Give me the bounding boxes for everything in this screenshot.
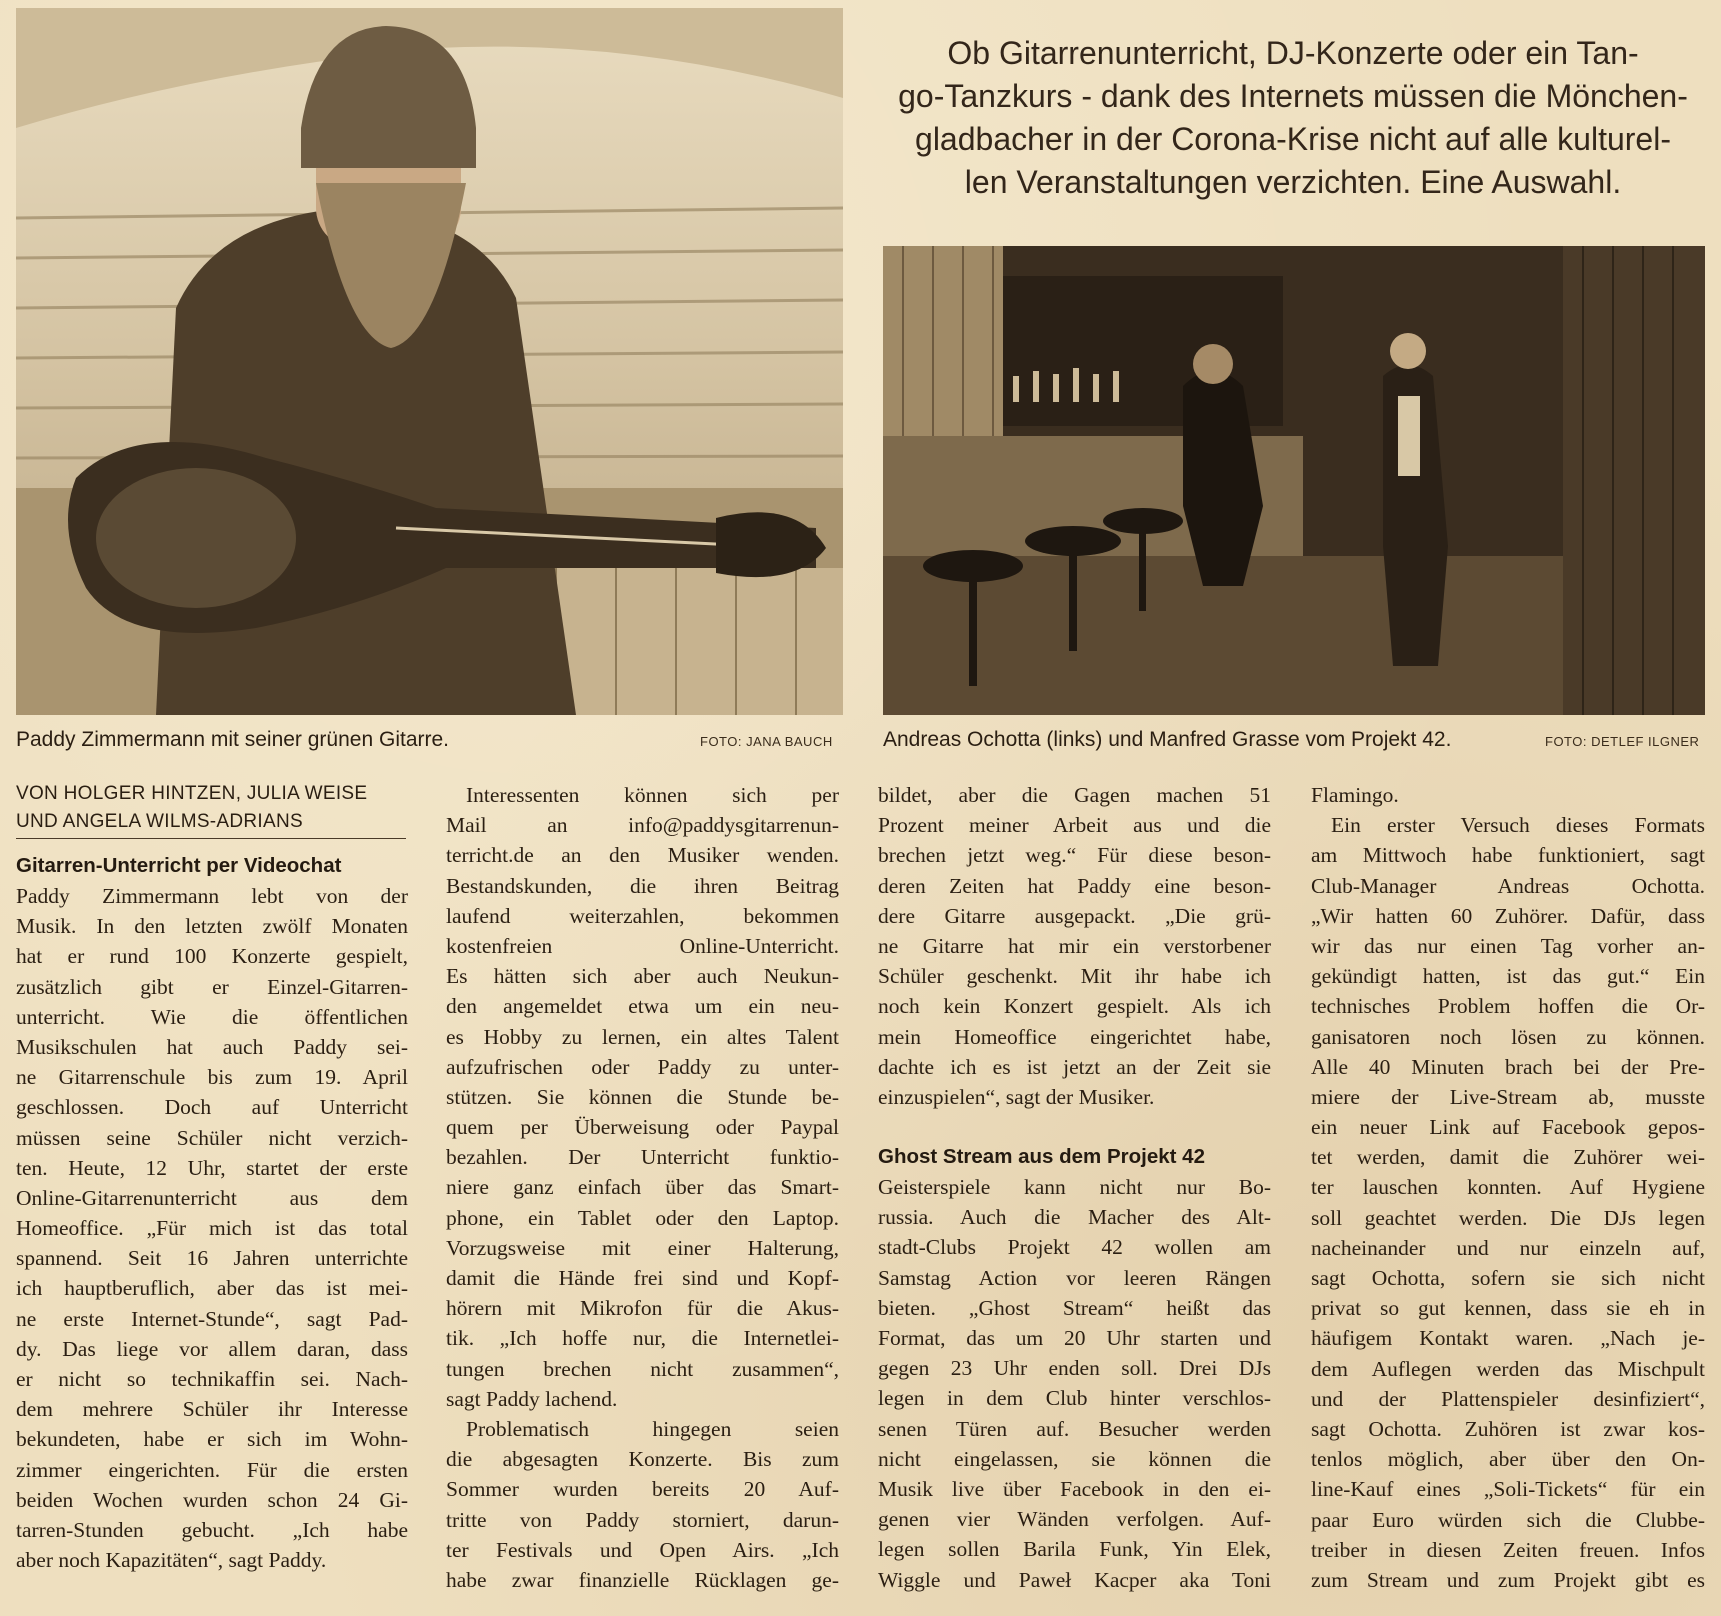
text-line: ich hauptberuflich, aber das ist mei- <box>16 1276 408 1301</box>
text-line: Ein erster Versuch dieses Formats <box>1331 813 1705 838</box>
intro-line: go-Tanzkurs - dank des Internets müssen die Mönchen- <box>898 78 1688 114</box>
text-line: Online-Gitarrenunterricht aus dem <box>16 1185 408 1210</box>
article-column-1 <box>16 780 408 1575</box>
text-line: Bestandskunden, die ihren Beitrag <box>446 873 839 898</box>
text-line: Wiggle und Paweł Kacper aka Toni <box>878 1567 1271 1592</box>
text-line: Club-Manager Andreas Ochotta. <box>1311 873 1705 898</box>
text-line: Format, das um 20 Uhr starten und <box>878 1326 1271 1350</box>
text-line: line-Kauf eines „Soli-Tickets“ für ein <box>1311 1477 1705 1502</box>
photo-club-bar-image <box>883 246 1705 715</box>
text-line: stadt-Clubs Projekt 42 wollen am <box>878 1235 1271 1260</box>
text-line: tungen brechen nicht zusammen“, <box>446 1356 839 1381</box>
text-line: stützen. Sie können die Stunde be- <box>446 1084 839 1109</box>
text-line: ne Gitarrenschule bis zum 19. April <box>16 1065 408 1090</box>
text-line: aber noch Kapazitäten“, sagt Paddy. <box>16 1548 327 1573</box>
text-line: unterricht. Wie die öffentlichen <box>16 1004 408 1029</box>
section-heading: Gitarren-Unterricht per Videochat <box>16 854 342 877</box>
intro-lead-text <box>888 32 1698 204</box>
text-line: dachte ich es ist jetzt an der Zeit sie <box>878 1054 1271 1079</box>
text-line: legen sollen Barila Funk, Yin Elek, <box>878 1537 1271 1562</box>
paragraph <box>16 881 408 1575</box>
intro-line: gladbacher in der Corona-Krise nicht auf alle kulturel- <box>915 121 1671 157</box>
text-line: dem mehrere Schüler ihr Interesse <box>16 1397 408 1422</box>
text-line: Schüler geschenkt. Mit ihr habe ich <box>878 964 1271 989</box>
byline-divider <box>16 838 406 839</box>
intro-line: Ob Gitarrenunterricht, DJ-Konzerte oder ein Tan- <box>947 35 1639 71</box>
text-line: nicht eingelassen, sie können die <box>878 1446 1271 1471</box>
text-line: zum Stream und zum Projekt gibt es <box>1311 1567 1705 1592</box>
byline-line: VON HOLGER HINTZEN, JULIA WEISE <box>16 783 368 804</box>
text-line: bieten. „Ghost Stream“ heißt das <box>878 1295 1271 1320</box>
text-line: dy. Das liege vor allem daran, dass <box>16 1336 408 1361</box>
text-line: einzuspielen“, sagt der Musiker. <box>878 1084 1155 1109</box>
text-line: Samstag Action vor leeren Rängen <box>878 1265 1271 1290</box>
text-line: technisches Problem hoffen die Or- <box>1311 994 1705 1019</box>
photo-club-bar <box>883 246 1705 715</box>
photo-guitarist <box>16 8 843 715</box>
text-line: und der Plattenspieler desinfiziert“, <box>1311 1386 1705 1411</box>
text-line: Flamingo. <box>1311 783 1399 807</box>
text-line: zimmer eingerichten. Für die ersten <box>16 1457 408 1482</box>
text-line: Es hätten sich aber auch Neukun- <box>446 964 839 989</box>
text-line: gekündigt hatten, ist das gut.“ Ein <box>1311 964 1705 989</box>
paragraph <box>446 780 839 1414</box>
text-line: am Mittwoch habe funktioniert, sagt <box>1311 843 1705 868</box>
text-line: dere Gitarre ausgepackt. „Die grü- <box>878 903 1271 928</box>
text-line: laufend weiterzahlen, bekommen <box>446 903 839 928</box>
text-line: hat er rund 100 Konzerte gespielt, <box>16 944 408 969</box>
text-line: tenlos möglich, aber über den On- <box>1311 1447 1705 1472</box>
photo-guitarist-image <box>16 8 843 715</box>
photo-credit: FOTO: DETLEF ILGNER <box>1545 734 1700 749</box>
text-line: quem per Überweisung oder Paypal <box>446 1115 839 1140</box>
text-line: häufigem Kontakt waren. „Nach je- <box>1311 1326 1705 1351</box>
section-heading: Ghost Stream aus dem Projekt 42 <box>878 1145 1205 1169</box>
text-line: bildet, aber die Gagen machen 51 <box>878 783 1271 807</box>
text-line: privat so gut kennen, dass sie eh in <box>1311 1296 1705 1321</box>
text-line: niere ganz einfach über das Smart- <box>446 1175 839 1200</box>
text-line: Musik live über Facebook in den ei- <box>878 1476 1271 1501</box>
text-line: ter Festivals und Open Airs. „Ich <box>446 1537 839 1562</box>
text-line: Interessenten können sich per <box>466 783 839 807</box>
text-line: tet werden, damit die Zuhörer wei- <box>1311 1145 1705 1170</box>
text-line: spannend. Seit 16 Jahren unterrichte <box>16 1246 408 1271</box>
text-line: „Wir hatten 60 Zuhörer. Dafür, dass <box>1311 903 1705 928</box>
text-line: genen vier Wänden verfolgen. Auf- <box>878 1507 1271 1532</box>
text-line: miere der Live-Stream ab, musste <box>1311 1084 1705 1109</box>
byline <box>16 780 408 836</box>
photo-credit: FOTO: JANA BAUCH <box>700 734 833 749</box>
photo-caption: Paddy Zimmermann mit seiner grünen Gitarre. <box>16 728 449 751</box>
article-column-3 <box>878 780 1271 1595</box>
text-line: müssen seine Schüler nicht verzich- <box>16 1125 408 1150</box>
text-line: den angemeldet etwa um ein neu- <box>446 994 839 1019</box>
text-line: zusätzlich gibt er Einzel-Gitarren- <box>16 974 408 999</box>
text-line: Alle 40 Minuten brach bei der Pre- <box>1311 1054 1705 1079</box>
text-line: Mail an info@paddysgitarrenun- <box>446 813 839 838</box>
text-line: Geisterspiele kann nicht nur Bo- <box>878 1175 1271 1200</box>
intro-line: len Veranstaltungen verzichten. Eine Auswahl. <box>964 164 1622 200</box>
text-line: ten. Heute, 12 Uhr, startet der erste <box>16 1155 408 1180</box>
text-line: dem Auflegen werden das Mischpult <box>1311 1356 1705 1381</box>
text-line: nacheinander und nur einzeln auf, <box>1311 1235 1705 1260</box>
text-line: ein neuer Link auf Facebook gepos- <box>1311 1115 1705 1140</box>
text-line: habe zwar finanzielle Rücklagen ge- <box>446 1567 839 1592</box>
text-line: tarren-Stunden gebucht. „Ich habe <box>16 1517 408 1542</box>
text-line: ter lauschen konnten. Auf Hygiene <box>1311 1175 1705 1200</box>
text-line: Vorzugsweise mit einer Halterung, <box>446 1235 839 1260</box>
text-line: senen Türen auf. Besucher werden <box>878 1416 1271 1441</box>
text-line: ne Gitarre hat mir ein verstorbener <box>878 933 1271 958</box>
text-line: hörern mit Mikrofon für die Akus- <box>446 1296 839 1321</box>
text-line: ne erste Internet-Stunde“, sagt Pad- <box>16 1306 408 1331</box>
text-line: sagt Ochotta, sofern sie sich nicht <box>1311 1266 1705 1290</box>
text-line: legen in dem Club hinter verschlos- <box>878 1386 1271 1411</box>
text-line: damit die Hände frei sind und Kopf- <box>446 1266 839 1290</box>
text-line: tik. „Ich hoffe nur, die Internetlei- <box>446 1326 839 1351</box>
text-line: die abgesagten Konzerte. Bis zum <box>446 1447 839 1472</box>
text-line: es Hobby zu lernen, ein altes Talent <box>446 1024 839 1049</box>
text-line: ganisatoren noch lösen zu können. <box>1311 1024 1705 1049</box>
text-line: sagt Paddy lachend. <box>446 1386 618 1411</box>
text-line: bekundeten, habe er sich im Wohn- <box>16 1427 408 1452</box>
text-line: bezahlen. Der Unterricht funktio- <box>446 1145 839 1170</box>
text-line: Prozent meiner Arbeit aus und die <box>878 813 1271 838</box>
text-line: Paddy Zimmermann lebt von der <box>16 884 408 908</box>
text-line: Musik. In den letzten zwölf Monaten <box>16 914 408 939</box>
paragraph <box>878 1172 1271 1595</box>
article-column-2 <box>446 780 839 1595</box>
text-line: tritte von Paddy storniert, darun- <box>446 1507 839 1532</box>
spacer <box>878 1112 1271 1142</box>
text-line: noch kein Konzert gespielt. Als ich <box>878 994 1271 1019</box>
text-line: kostenfreien Online-Unterricht. <box>446 933 839 958</box>
text-line: terricht.de an den Musiker wenden. <box>446 843 839 868</box>
photo-caption: Andreas Ochotta (links) und Manfred Grasse vom Projekt 42. <box>883 728 1452 751</box>
paragraph <box>446 1414 839 1595</box>
text-line: phone, ein Tablet oder den Laptop. <box>446 1205 839 1230</box>
text-line: deren Zeiten hat Paddy eine beson- <box>878 873 1271 898</box>
text-line: paar Euro würden sich die Clubbe- <box>1311 1507 1705 1532</box>
text-line: geschlossen. Doch auf Unterricht <box>16 1095 408 1120</box>
text-line: brechen jetzt weg.“ Für diese beson- <box>878 843 1271 868</box>
text-line: wir das nur einen Tag vorher an- <box>1311 933 1705 958</box>
text-line: soll geachtet werden. Die DJs legen <box>1311 1205 1705 1230</box>
text-line: gegen 23 Uhr enden soll. Drei DJs <box>878 1356 1271 1381</box>
text-line: aufzufrischen oder Paddy zu unter- <box>446 1054 839 1079</box>
text-line: mein Homeoffice eingerichtet habe, <box>878 1024 1271 1049</box>
article-column-4 <box>1311 780 1705 1595</box>
paragraph <box>1311 810 1705 1595</box>
paragraph <box>878 780 1271 1112</box>
text-line: er nicht so technikaffin sei. Nach- <box>16 1367 408 1391</box>
text-line: sagt Ochotta. Zuhören ist zwar kos- <box>1311 1416 1705 1441</box>
text-line: treiber in diesen Zeiten freuen. Infos <box>1311 1537 1705 1562</box>
text-line: russia. Auch die Macher des Alt- <box>878 1205 1271 1230</box>
text-line: Musikschulen hat auch Paddy sei- <box>16 1034 408 1059</box>
paragraph <box>1311 780 1705 810</box>
text-line: beiden Wochen wurden schon 24 Gi- <box>16 1487 408 1512</box>
text-line: Homeoffice. „Für mich ist das total <box>16 1216 408 1241</box>
byline-line: UND ANGELA WILMS-ADRIANS <box>16 811 303 832</box>
text-line: Sommer wurden bereits 20 Auf- <box>446 1477 839 1502</box>
text-line: Problematisch hingegen seien <box>466 1416 839 1441</box>
